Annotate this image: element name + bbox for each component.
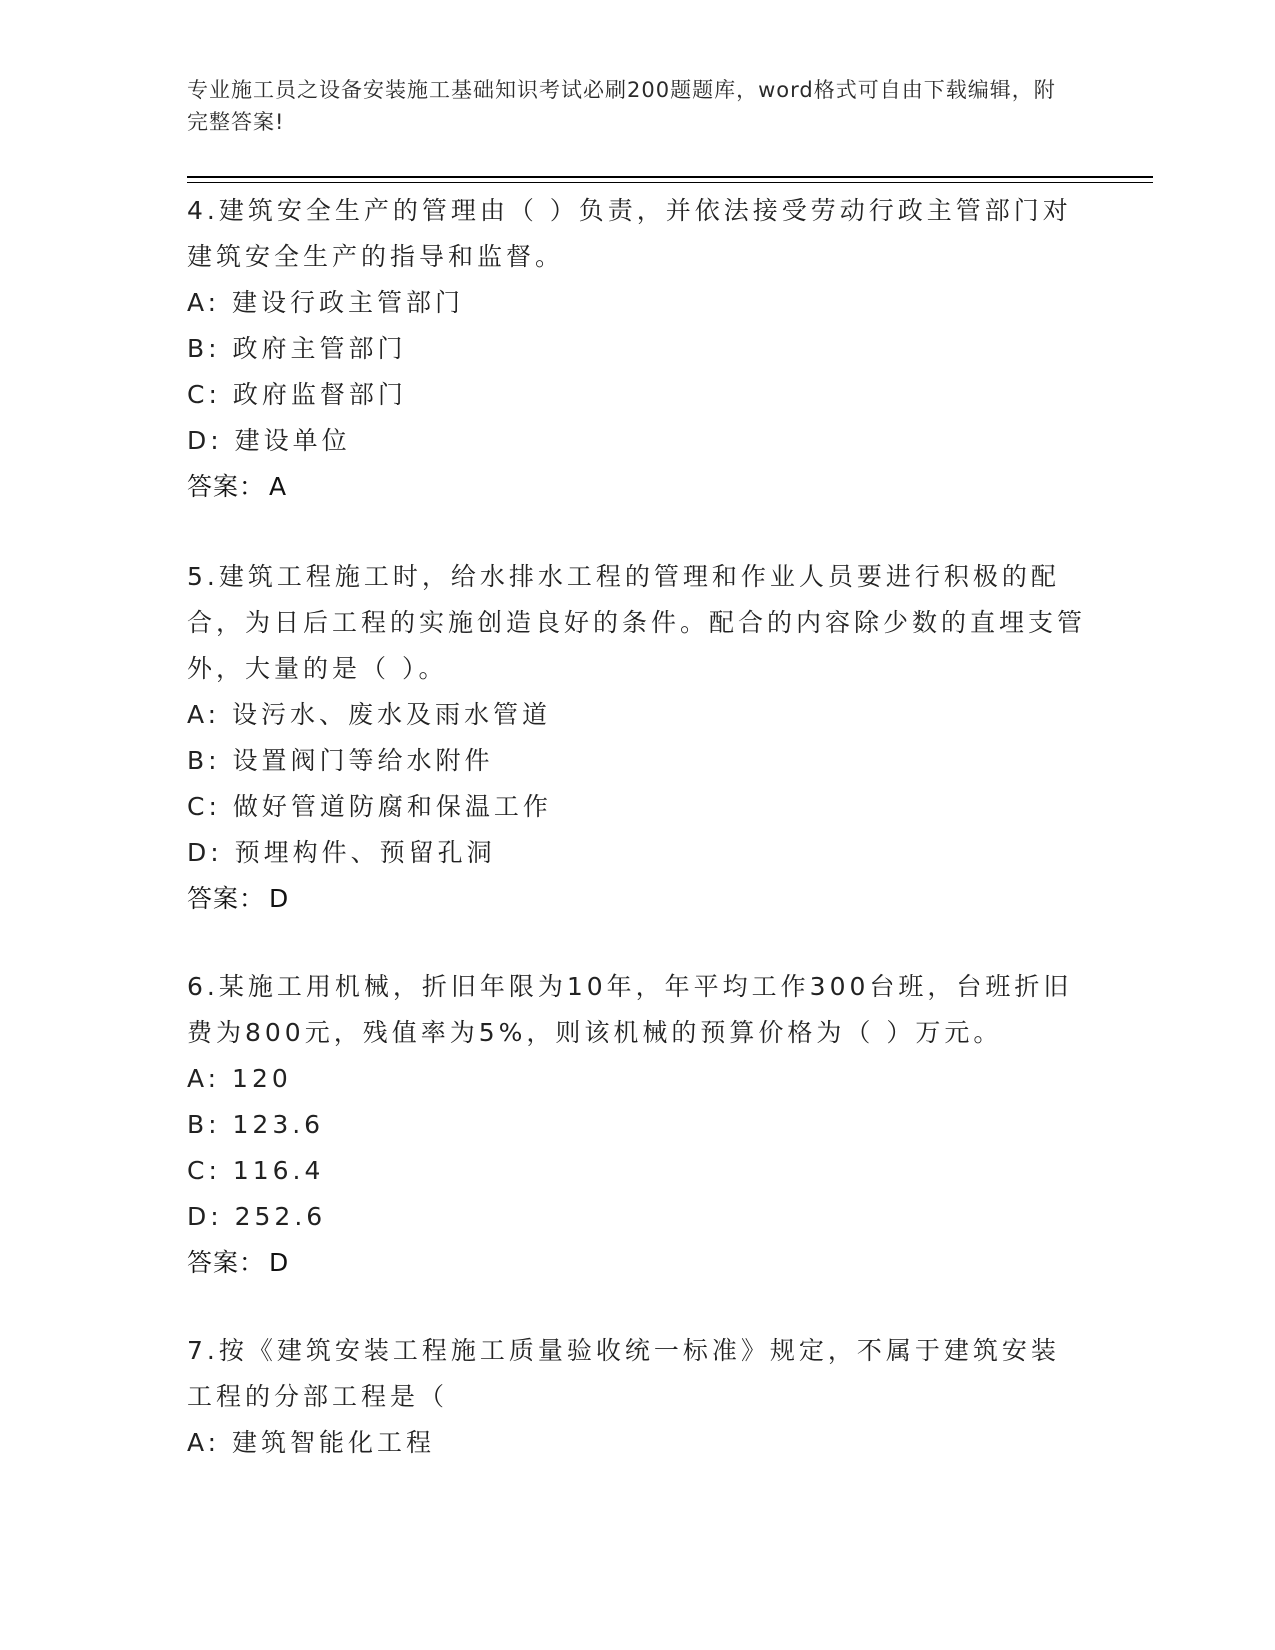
question-6 (187, 964, 1087, 1286)
option-d: D: 预埋构件、预留孔洞 (187, 838, 496, 867)
question-5 (187, 554, 1087, 922)
option-b: B: 123.6 (187, 1110, 325, 1139)
answer-label: 答案： (187, 884, 266, 913)
document-header (187, 74, 1067, 138)
question-stem: 5.建筑工程施工时，给水排水工程的管理和作业人员要进行积极的配合，为日后工程的实施创造良好的条件。配合的内容除少数的直埋支管外，大量的是（ ）。 (187, 562, 1087, 683)
question-4 (187, 188, 1087, 510)
answer-line (187, 1240, 1087, 1286)
option-c: C: 政府监督部门 (187, 380, 407, 409)
answer-value: D (269, 884, 290, 913)
question-stem: 7.按《建筑安装工程施工质量验收统一标准》规定，不属于建筑安装工程的分部工程是（ (187, 1336, 1060, 1411)
option-a: A: 建设行政主管部门 (187, 288, 465, 317)
question-stem: 6.某施工用机械，折旧年限为10年，年平均工作300台班，台班折旧费为800元，残值率为5%，则该机械的预算价格为（ ）万元。 (187, 972, 1073, 1047)
answer-line (187, 464, 1087, 510)
question-stem: 4.建筑安全生产的管理由（ ）负责，并依法接受劳动行政主管部门对建筑安全生产的指导和监督。 (187, 196, 1072, 271)
header-divider (187, 176, 1153, 178)
option-d: D: 建设单位 (187, 426, 351, 455)
option-c: C: 做好管道防腐和保温工作 (187, 792, 552, 821)
option-b: B: 政府主管部门 (187, 334, 407, 363)
answer-value: A (269, 472, 288, 501)
option-a: A: 建筑智能化工程 (187, 1428, 436, 1457)
header-divider-thin (187, 182, 1153, 183)
option-d: D: 252.6 (187, 1202, 327, 1231)
option-c: C: 116.4 (187, 1156, 325, 1185)
option-a: A: 设污水、废水及雨水管道 (187, 700, 552, 729)
answer-value: D (269, 1248, 290, 1277)
option-b: B: 设置阀门等给水附件 (187, 746, 494, 775)
question-7 (187, 1328, 1087, 1466)
option-a: A: 120 (187, 1064, 292, 1093)
answer-label: 答案： (187, 1248, 266, 1277)
answer-line (187, 876, 1087, 922)
answer-label: 答案： (187, 472, 266, 501)
header-title: 专业施工员之设备安装施工基础知识考试必刷200题题库，word格式可自由下载编辑，附完整答案! (187, 78, 1056, 134)
